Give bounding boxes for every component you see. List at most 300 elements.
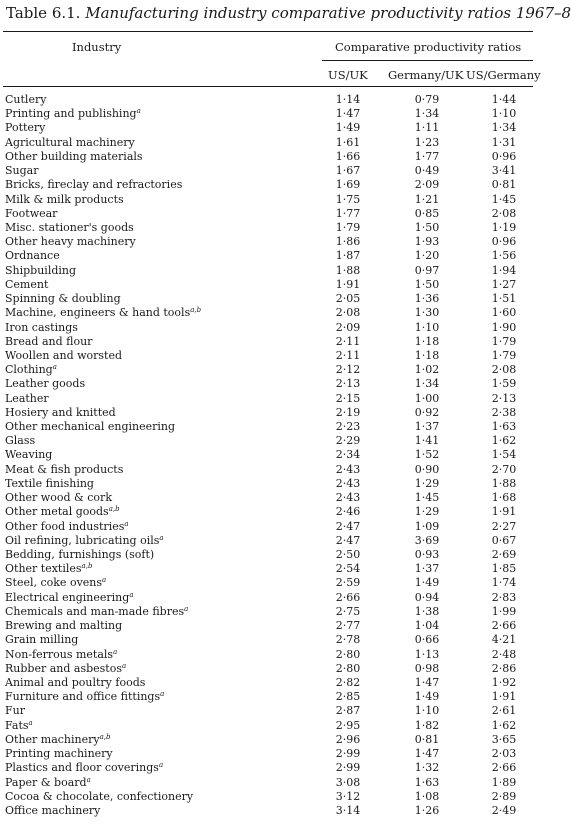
value-us-uk: 2·19: [335, 405, 361, 419]
column-header-us-germany: US/Germany: [466, 68, 541, 82]
industry-cell: [5, 420, 175, 434]
value-germany-uk: 0·66: [414, 633, 440, 647]
value-us-uk: 2·80: [335, 647, 361, 661]
value-us-uk: 2·23: [335, 420, 361, 434]
footnote-marker: a: [159, 533, 164, 542]
value-us-uk: 2·80: [335, 661, 361, 675]
value-us-uk: 2·47: [335, 519, 361, 533]
table-row: [0, 377, 533, 391]
value-germany-uk: 3·69: [414, 533, 440, 547]
value-us-uk: 2·34: [335, 448, 361, 462]
industry-name: Printing and publishing: [5, 107, 137, 121]
industry-cell: [5, 93, 46, 107]
industry-name: Leather: [5, 391, 49, 405]
value-us-germany: 1·91: [491, 690, 517, 704]
value-us-germany: 2·08: [491, 206, 517, 220]
industry-name: Hosiery and knitted: [5, 405, 116, 419]
value-germany-uk: 1·32: [414, 761, 440, 775]
value-us-germany: 1·56: [491, 249, 517, 263]
value-us-uk: 2·50: [335, 548, 361, 561]
table-row: [0, 406, 533, 420]
table-row: [0, 804, 533, 818]
value-us-germany: 0·96: [491, 149, 517, 163]
table-row: [0, 448, 533, 462]
value-germany-uk: 0·93: [414, 548, 440, 561]
value-us-germany: 0·67: [491, 533, 517, 547]
footnote-marker: a: [52, 363, 57, 372]
value-us-germany: 2·70: [491, 462, 517, 476]
top-rule: [3, 31, 533, 32]
industry-name: Other mechanical engineering: [5, 420, 176, 434]
industry-name: Other building materials: [5, 149, 143, 163]
industry-name: Machine, engineers & hand tools: [5, 306, 191, 320]
value-germany-uk: 0·85: [414, 206, 440, 220]
table-number: Table 6.1.: [6, 4, 81, 22]
value-us-germany: 1·63: [491, 420, 517, 434]
footnote-marker: a: [86, 775, 91, 784]
value-us-uk: 2·75: [335, 604, 361, 618]
value-germany-uk: 1·50: [414, 277, 440, 291]
value-us-uk: 2·59: [335, 576, 361, 590]
value-us-uk: 2·82: [335, 675, 361, 689]
value-germany-uk: 0·92: [414, 405, 440, 419]
value-germany-uk: 1·30: [414, 306, 440, 320]
industry-cell: [5, 406, 116, 420]
industry-name: Other machinery: [5, 732, 100, 746]
footnote-marker: a: [124, 519, 129, 528]
value-us-germany: 1·19: [491, 220, 517, 234]
value-germany-uk: 0·90: [414, 462, 440, 476]
value-us-germany: 3·41: [491, 164, 517, 178]
value-us-uk: 2·99: [335, 747, 361, 761]
value-us-germany: 1·51: [491, 292, 517, 306]
industry-name: Glass: [5, 434, 36, 448]
table-row: [0, 562, 533, 576]
industry-name: Bread and flour: [5, 334, 93, 348]
value-us-uk: 3·14: [335, 803, 361, 817]
footnote-marker: a: [158, 761, 164, 770]
industry-cell: [5, 704, 25, 718]
industry-name: Textile finishing: [5, 476, 94, 490]
table-row: [0, 221, 533, 235]
value-us-uk: 1·67: [335, 164, 361, 178]
value-germany-uk: 1·34: [414, 107, 440, 121]
industry-name: Oil refining, lubricating oils: [5, 533, 160, 547]
industry-cell: [5, 306, 201, 320]
value-us-germany: 2·49: [491, 803, 517, 817]
table-row: [0, 790, 533, 804]
table-row: [0, 463, 533, 477]
industry-cell: [5, 548, 154, 562]
value-germany-uk: 0·79: [414, 93, 440, 106]
industry-cell: [5, 477, 94, 491]
industry-name: Other wood & cork: [5, 491, 112, 505]
value-us-uk: 2·85: [335, 690, 361, 704]
value-us-germany: 2·03: [491, 747, 517, 761]
value-us-germany: 1·27: [491, 277, 517, 291]
column-group-header: Comparative productivity ratios: [335, 40, 522, 54]
industry-cell: [5, 164, 38, 178]
industry-name: Rubber and asbestos: [5, 661, 122, 675]
footnote-marker: a: [102, 576, 107, 585]
industry-cell: [5, 776, 91, 790]
industry-cell: [5, 207, 57, 221]
industry-name: Cement: [5, 277, 49, 291]
value-us-uk: 2·47: [335, 533, 361, 547]
value-us-uk: 2·43: [335, 476, 361, 490]
industry-cell: [5, 363, 57, 377]
value-us-uk: 1·79: [335, 220, 361, 234]
industry-cell: [5, 377, 85, 391]
table-row: [0, 292, 533, 306]
value-us-germany: 0·81: [491, 178, 517, 192]
industry-cell: [5, 505, 120, 519]
industry-cell: [5, 107, 141, 121]
table-caption: Manufacturing industry comparative productivity ratios 1967–8: [85, 4, 571, 22]
table-row: [0, 321, 533, 335]
value-us-uk: 2·11: [335, 348, 361, 362]
value-us-uk: 1·49: [335, 121, 361, 135]
table-row: [0, 107, 533, 121]
industry-cell: [5, 193, 124, 207]
industry-name: Other heavy machinery: [5, 235, 136, 249]
value-us-uk: 1·86: [335, 235, 361, 249]
footnote-marker: a: [184, 604, 189, 613]
value-us-germany: 1·54: [491, 448, 517, 462]
value-germany-uk: 1·47: [414, 675, 440, 689]
value-us-germany: 1·60: [491, 306, 517, 320]
table-row: [0, 335, 533, 349]
value-us-uk: 1·14: [335, 93, 361, 106]
industry-name: Other textiles: [5, 562, 82, 576]
industry-name: Iron castings: [5, 320, 78, 334]
table-row: [0, 136, 533, 150]
industry-name: Weaving: [5, 448, 53, 462]
header-rule: [3, 86, 533, 87]
table-title: [6, 4, 571, 22]
value-us-germany: 3·65: [491, 732, 517, 746]
industry-cell: [5, 576, 106, 590]
industry-cell: [5, 633, 78, 647]
industry-name: Woollen and worsted: [5, 348, 123, 362]
table-row: [0, 747, 533, 761]
industry-name: Spinning & doubling: [5, 292, 121, 306]
value-us-germany: 2·48: [491, 647, 517, 661]
value-germany-uk: 1·08: [414, 789, 440, 803]
footnote-marker: a,b: [190, 306, 202, 315]
industry-cell: [5, 747, 113, 761]
value-germany-uk: 2·09: [414, 178, 440, 192]
value-us-germany: 2·13: [491, 391, 517, 405]
value-us-germany: 1·79: [491, 348, 517, 362]
column-header-us-uk: US/UK: [328, 68, 368, 82]
industry-cell: [5, 349, 122, 363]
industry-cell: [5, 790, 193, 804]
industry-cell: [5, 520, 129, 534]
value-germany-uk: 1·50: [414, 220, 440, 234]
value-us-uk: 2·05: [335, 292, 361, 306]
value-us-uk: 2·09: [335, 320, 361, 334]
table-row: [0, 676, 533, 690]
table-row: [0, 278, 533, 292]
value-germany-uk: 1·10: [414, 704, 440, 718]
table-row: [0, 178, 533, 192]
value-us-germany: 2·08: [491, 363, 517, 377]
industry-name: Animal and poultry foods: [5, 675, 146, 689]
value-us-germany: 2·66: [491, 761, 517, 775]
value-us-germany: 2·83: [491, 590, 517, 604]
industry-cell: [5, 619, 122, 633]
value-germany-uk: 1·10: [414, 320, 440, 334]
value-germany-uk: 1·26: [414, 803, 440, 817]
value-germany-uk: 1·21: [414, 192, 440, 206]
value-us-uk: 2·08: [335, 306, 361, 320]
value-us-germany: 1·31: [491, 135, 517, 149]
value-us-germany: 1·62: [491, 718, 517, 732]
table-row: [0, 704, 533, 718]
table-row: [0, 690, 533, 704]
industry-cell: [5, 491, 112, 505]
industry-cell: [5, 434, 35, 448]
value-us-uk: 3·12: [335, 789, 361, 803]
table-body: [0, 93, 533, 818]
table-row: [0, 121, 533, 135]
value-germany-uk: 0·97: [414, 263, 440, 277]
value-us-germany: 2·69: [491, 548, 517, 561]
industry-name: Meat & fish products: [5, 462, 124, 476]
industry-name: Fur: [5, 704, 25, 718]
industry-name: Clothing: [5, 363, 53, 377]
value-germany-uk: 1·20: [414, 249, 440, 263]
value-us-uk: 1·61: [335, 135, 361, 149]
value-germany-uk: 1·38: [414, 604, 440, 618]
industry-name: Chemicals and man-made fibres: [5, 604, 185, 618]
table-row: [0, 193, 533, 207]
industry-cell: [5, 605, 188, 619]
value-us-germany: 1·59: [491, 377, 517, 391]
value-us-uk: 2·43: [335, 491, 361, 505]
value-us-uk: 2·95: [335, 718, 361, 732]
table-row: [0, 150, 533, 164]
value-germany-uk: 1·41: [414, 434, 440, 448]
industry-name: Fats: [5, 718, 29, 732]
table-row: [0, 392, 533, 406]
industry-cell: [5, 591, 134, 605]
table-row: [0, 761, 533, 775]
value-us-germany: 1·79: [491, 334, 517, 348]
table-row: [0, 619, 533, 633]
value-us-uk: 2·43: [335, 462, 361, 476]
value-us-uk: 1·75: [335, 192, 361, 206]
industry-cell: [5, 733, 111, 747]
value-germany-uk: 1·37: [414, 420, 440, 434]
industry-name: Leather goods: [5, 377, 86, 391]
group-rule: [322, 60, 533, 61]
value-germany-uk: 1·45: [414, 491, 440, 505]
industry-cell: [5, 804, 100, 818]
value-germany-uk: 1·04: [414, 619, 440, 633]
table-row: [0, 776, 533, 790]
footnote-marker: a,b: [81, 562, 93, 571]
value-us-germany: 1·68: [491, 491, 517, 505]
industry-cell: [5, 221, 134, 235]
table-row: [0, 93, 533, 107]
footnote-marker: a: [28, 718, 33, 727]
value-us-germany: 0·96: [491, 235, 517, 249]
industry-cell: [5, 150, 143, 164]
industry-cell: [5, 719, 33, 733]
value-us-germany: 1·44: [491, 93, 517, 106]
industry-name: Non-ferrous metals: [5, 647, 114, 661]
industry-cell: [5, 463, 123, 477]
industry-name: Bedding, furnishings (soft): [5, 548, 155, 561]
value-germany-uk: 1·00: [414, 391, 440, 405]
value-us-uk: 1·77: [335, 206, 361, 220]
table-row: [0, 249, 533, 263]
value-us-uk: 2·13: [335, 377, 361, 391]
value-us-germany: 1·62: [491, 434, 517, 448]
table-row: [0, 235, 533, 249]
table-row: [0, 633, 533, 647]
value-us-germany: 4·21: [491, 633, 517, 647]
value-us-germany: 1·90: [491, 320, 517, 334]
industry-name: Brewing and malting: [5, 619, 123, 633]
table-row: [0, 207, 533, 221]
value-germany-uk: 0·81: [414, 732, 440, 746]
value-germany-uk: 1·34: [414, 377, 440, 391]
value-germany-uk: 0·94: [414, 590, 440, 604]
industry-name: Cutlery: [5, 93, 47, 106]
industry-cell: [5, 662, 126, 676]
industry-name: Ordnance: [5, 249, 60, 263]
table-row: [0, 733, 533, 747]
value-us-uk: 2·46: [335, 505, 361, 519]
value-germany-uk: 1·36: [414, 292, 440, 306]
value-us-germany: 2·86: [491, 661, 517, 675]
industry-name: Shipbuilding: [5, 263, 77, 277]
value-germany-uk: 1·82: [414, 718, 440, 732]
value-germany-uk: 1·23: [414, 135, 440, 149]
value-us-uk: 2·96: [335, 732, 361, 746]
value-germany-uk: 1·13: [414, 647, 440, 661]
value-germany-uk: 1·29: [414, 505, 440, 519]
value-us-germany: 1·91: [491, 505, 517, 519]
value-us-uk: 1·91: [335, 277, 361, 291]
industry-name: Sugar: [5, 164, 39, 178]
footnote-marker: a,b: [99, 732, 111, 741]
table-row: [0, 719, 533, 733]
table-row: [0, 306, 533, 320]
value-us-uk: 2·54: [335, 562, 361, 576]
value-germany-uk: 1·77: [414, 149, 440, 163]
value-us-uk: 1·88: [335, 263, 361, 277]
value-us-uk: 2·78: [335, 633, 361, 647]
industry-name: Misc. stationer's goods: [5, 220, 134, 234]
table-row: [0, 648, 533, 662]
value-us-uk: 1·66: [335, 149, 361, 163]
table-row: [0, 164, 533, 178]
value-germany-uk: 1·18: [414, 334, 440, 348]
value-us-germany: 2·38: [491, 405, 517, 419]
industry-name: Footwear: [5, 206, 58, 220]
value-germany-uk: 1·09: [414, 519, 440, 533]
table-row: [0, 591, 533, 605]
footnote-marker: a: [129, 590, 134, 599]
industry-cell: [5, 178, 182, 192]
industry-cell: [5, 562, 92, 576]
table-row: [0, 534, 533, 548]
footnote-marker: a: [121, 661, 127, 670]
value-us-germany: 1·88: [491, 476, 517, 490]
table-row: [0, 505, 533, 519]
industry-name: Furniture and office fittings: [5, 690, 161, 704]
value-us-germany: 1·10: [491, 107, 517, 121]
value-us-germany: 2·66: [491, 619, 517, 633]
industry-cell: [5, 648, 117, 662]
column-header-industry: Industry: [72, 40, 122, 54]
value-us-germany: 2·27: [491, 519, 517, 533]
table-row: [0, 434, 533, 448]
value-us-germany: 1·74: [491, 576, 517, 590]
value-us-uk: 2·77: [335, 619, 361, 633]
value-germany-uk: 1·11: [414, 121, 440, 135]
industry-name: Plastics and floor coverings: [5, 761, 159, 775]
value-us-uk: 2·87: [335, 704, 361, 718]
industry-cell: [5, 264, 76, 278]
footnote-marker: a: [160, 690, 165, 699]
industry-name: Milk & milk products: [5, 192, 124, 206]
value-germany-uk: 1·18: [414, 348, 440, 362]
value-us-germany: 1·92: [491, 675, 517, 689]
industry-cell: [5, 690, 164, 704]
value-us-uk: 1·87: [335, 249, 361, 263]
value-germany-uk: 1·47: [414, 747, 440, 761]
value-germany-uk: 1·37: [414, 562, 440, 576]
value-us-germany: 2·61: [491, 704, 517, 718]
industry-cell: [5, 534, 164, 548]
industry-cell: [5, 292, 121, 306]
value-germany-uk: 1·29: [414, 476, 440, 490]
value-germany-uk: 1·49: [414, 690, 440, 704]
industry-cell: [5, 249, 60, 263]
value-germany-uk: 1·52: [414, 448, 440, 462]
table-row: [0, 662, 533, 676]
table-row: [0, 477, 533, 491]
value-us-germany: 1·94: [491, 263, 517, 277]
industry-cell: [5, 278, 48, 292]
industry-name: Cocoa & chocolate, confectionery: [5, 789, 194, 803]
industry-cell: [5, 392, 49, 406]
value-us-uk: 1·69: [335, 178, 361, 192]
industry-cell: [5, 235, 136, 249]
value-germany-uk: 0·49: [414, 164, 440, 178]
value-germany-uk: 0·98: [414, 661, 440, 675]
industry-cell: [5, 676, 145, 690]
table-row: [0, 420, 533, 434]
industry-cell: [5, 761, 163, 775]
table-row: [0, 264, 533, 278]
industry-cell: [5, 321, 78, 335]
industry-name: Printing machinery: [5, 747, 113, 761]
column-header-germany-uk: Germany/UK: [388, 68, 464, 82]
value-us-germany: 1·34: [491, 121, 517, 135]
footnote-marker: a: [113, 647, 118, 656]
value-germany-uk: 1·93: [414, 235, 440, 249]
footnote-marker: a,b: [108, 505, 120, 514]
value-germany-uk: 1·49: [414, 576, 440, 590]
table-row: [0, 520, 533, 534]
value-us-uk: 1·47: [335, 107, 361, 121]
